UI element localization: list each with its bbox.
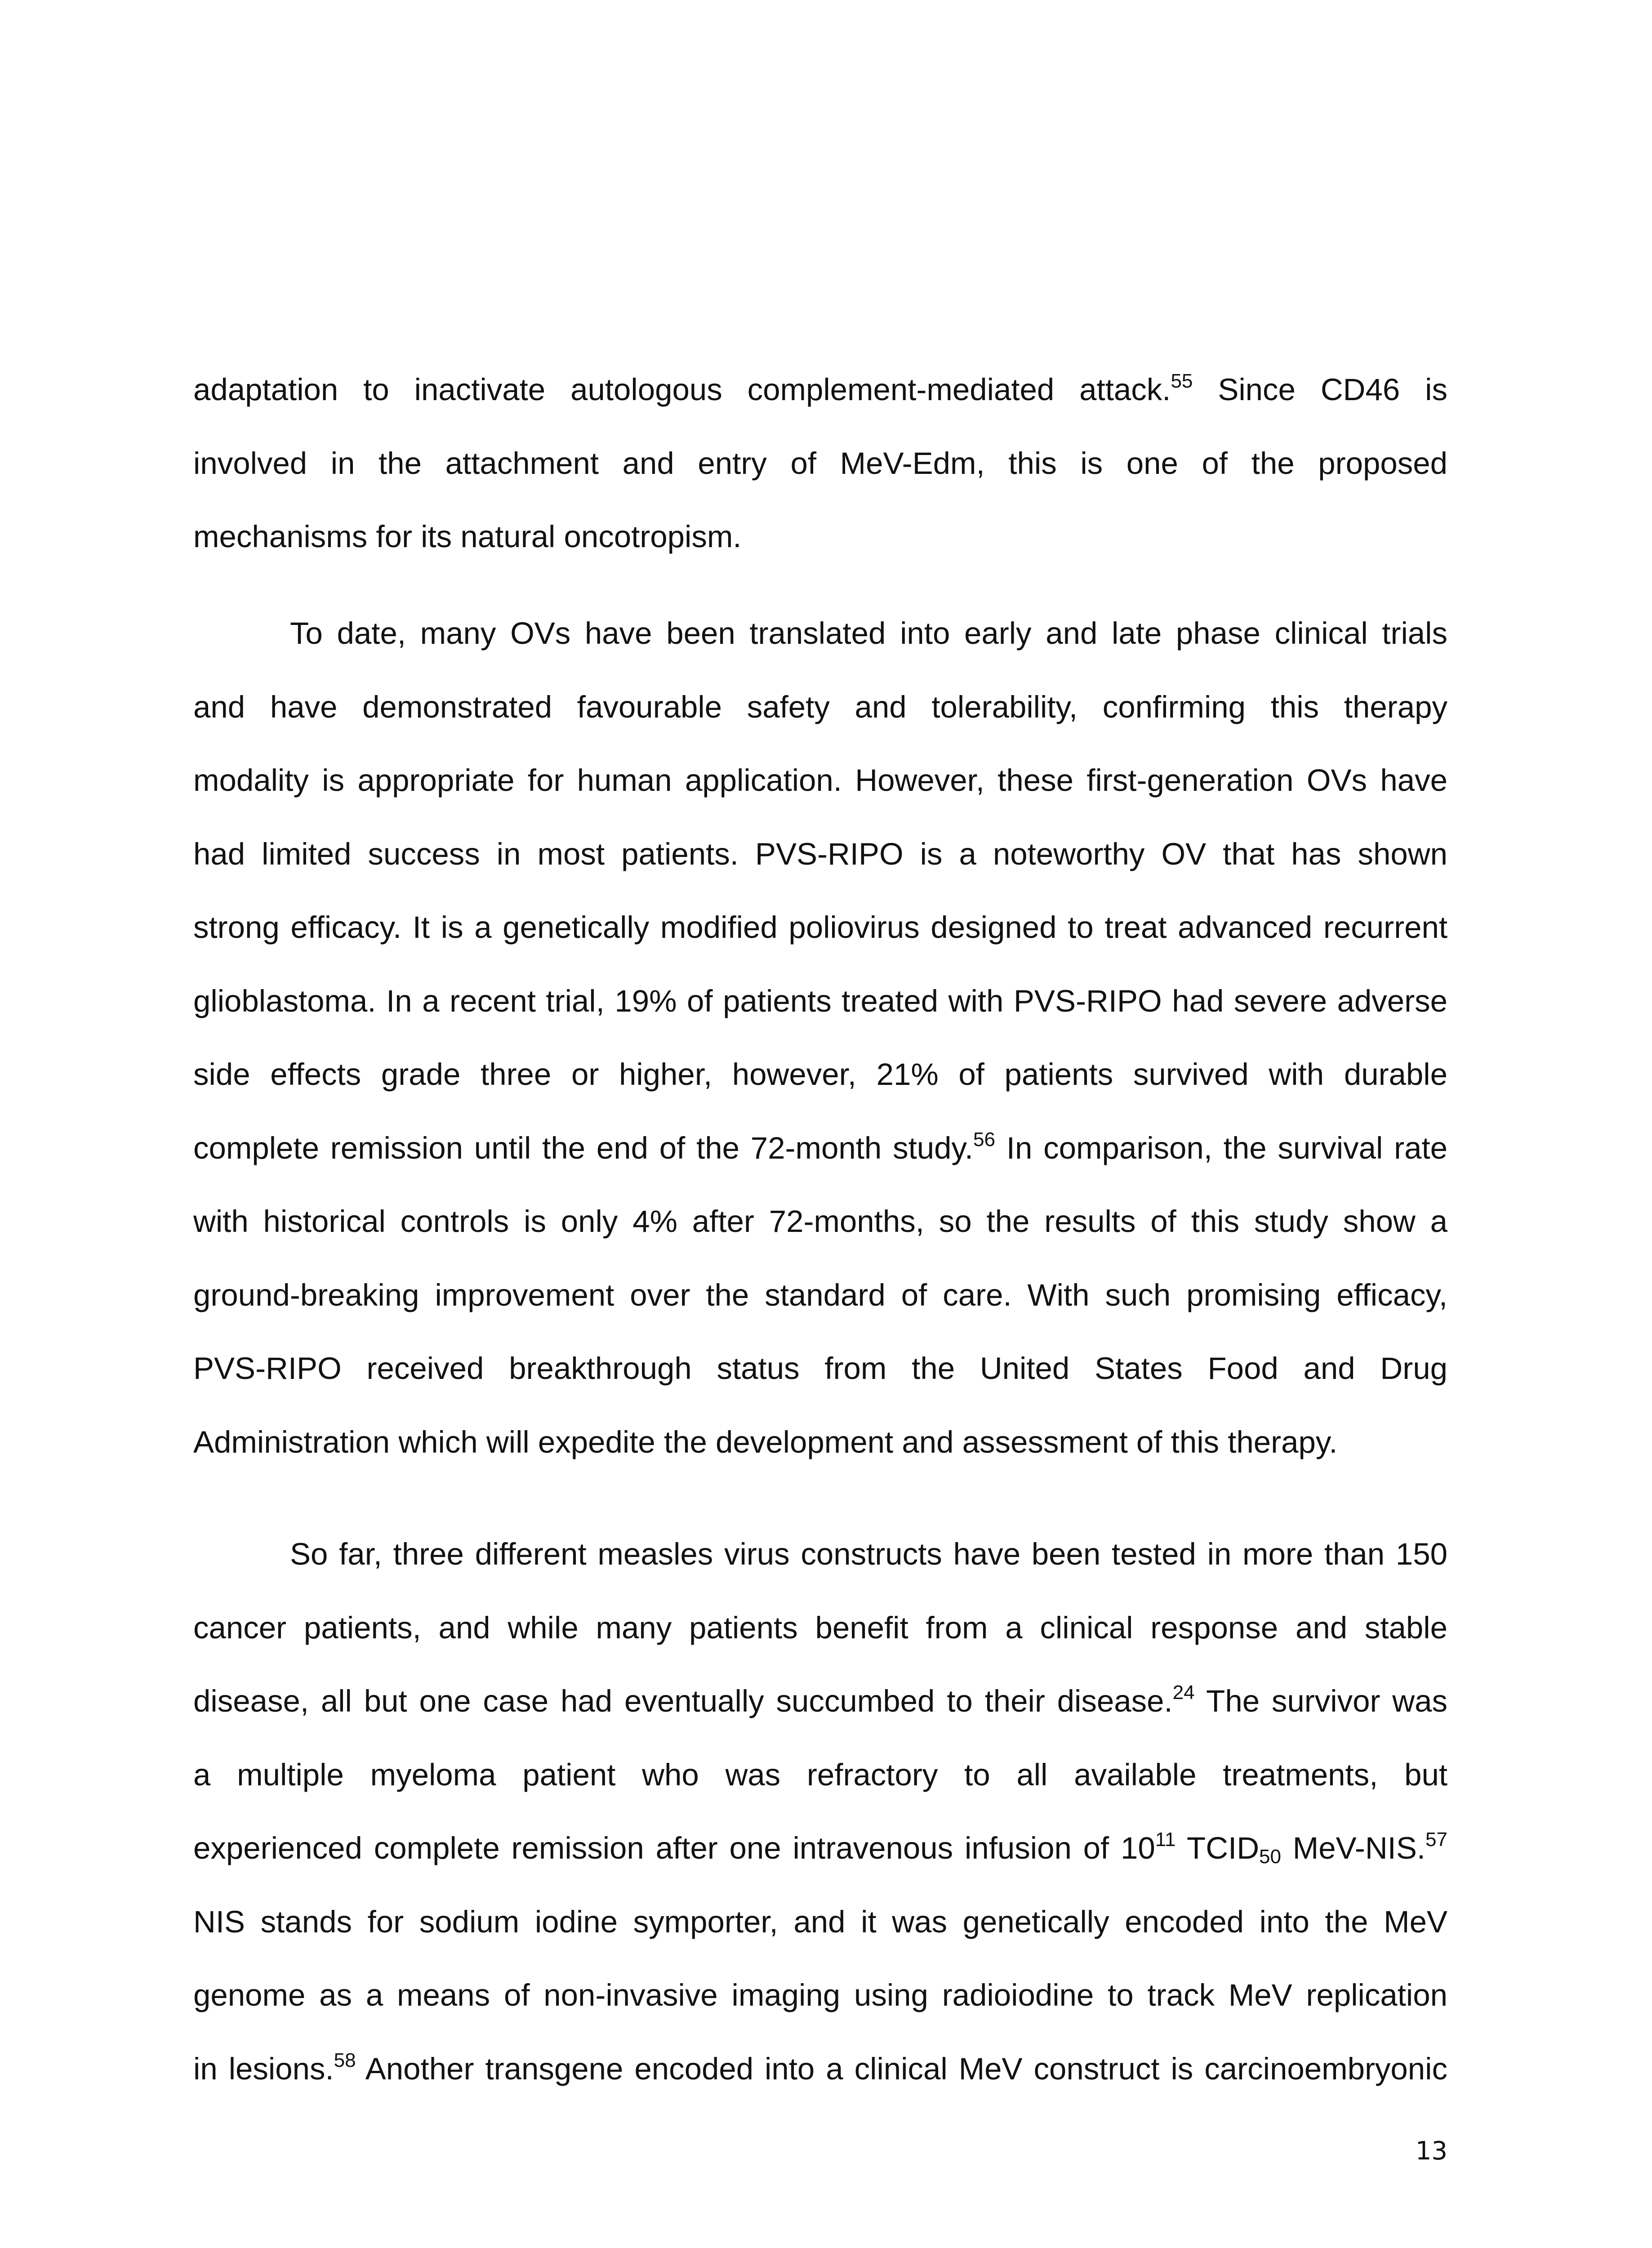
text-line: had limited success in most patients. PVS-RIPO is a noteworthy OV that has shown	[193, 836, 1447, 871]
text-line: modality is appropriate for human application. However, these first-generation OVs have	[193, 763, 1447, 798]
text-line: disease, all but one case had eventually succumbed to their disease.$^{24}$ The survivor was	[193, 1682, 1447, 1718]
text-line: To date, many OVs have been translated into early and late phase clinical trials	[290, 616, 1447, 651]
text-line: NIS stands for sodium iodine symporter, and it was genetically encoded into the MeV	[193, 1904, 1447, 1939]
citation-superscript: 58	[334, 2049, 356, 2071]
citation-superscript: 57	[1425, 1829, 1447, 1851]
text-line: involved in the attachment and entry of MeV-Edm, this is one of the proposed	[193, 446, 1447, 481]
text-line: with historical controls is only 4% after 72-months, so the results of this study show a	[193, 1204, 1447, 1239]
citation-superscript: 24	[1172, 1682, 1195, 1704]
text-line: So far, three different measles virus constructs have been tested in more than 150	[290, 1537, 1447, 1571]
text-line: side effects grade three or higher, however, 21% of patients survived with durable	[193, 1057, 1447, 1092]
text-line: complete remission until the end of the 72-month study.$^{56}$ In comparison, the survival rate	[193, 1128, 1447, 1165]
paragraph-1	[193, 353, 1447, 574]
paragraph-2	[193, 597, 1447, 1479]
text-line: strong efficacy. It is a genetically modified poliovirus designed to treat advanced recurrent	[193, 910, 1447, 945]
exponent-superscript: 11	[1155, 1829, 1176, 1851]
citation-superscript: 56	[973, 1128, 995, 1151]
text-line: cancer patients, and while many patients benefit from a clinical response and stable	[193, 1610, 1447, 1645]
citation-superscript: 55	[1171, 370, 1193, 392]
text-line: in lesions.$^{58}$ Another transgene encoded into a clinical MeV construct is carcinoembryonic	[193, 2049, 1448, 2086]
text-line: ground-breaking improvement over the standard of care. With such promising efficacy,	[193, 1277, 1447, 1312]
text-line: mechanisms for its natural oncotropism.	[193, 519, 742, 554]
text-line: a multiple myeloma patient who was refractory to all available treatments, but	[193, 1757, 1447, 1792]
text-line: glioblastoma. In a recent trial, 19% of patients treated with PVS-RIPO had severe adverse	[193, 983, 1447, 1018]
text-line: adaptation to inactivate autologous complement-mediated attack.$^{55}$ Since CD46 is	[193, 370, 1447, 407]
text-line: experienced complete remission after one intravenous infusion of $10^{11}$ $TCID_{50}$ MeV-NIS.$^{57}$	[193, 1829, 1447, 1868]
page-number: 13	[1415, 2136, 1447, 2166]
paragraph-3	[193, 1517, 1447, 2105]
text-line: Administration which will expedite the development and assessment of this therapy.	[193, 1424, 1338, 1459]
text-line: PVS-RIPO received breakthrough status from the United States Food and Drug	[193, 1351, 1447, 1386]
subscript: 50	[1259, 1846, 1281, 1868]
text-line: genome as a means of non-invasive imaging using radioiodine to track MeV replication	[193, 1978, 1447, 2012]
text-line: and have demonstrated favourable safety and tolerability, confirming this therapy	[193, 689, 1447, 724]
